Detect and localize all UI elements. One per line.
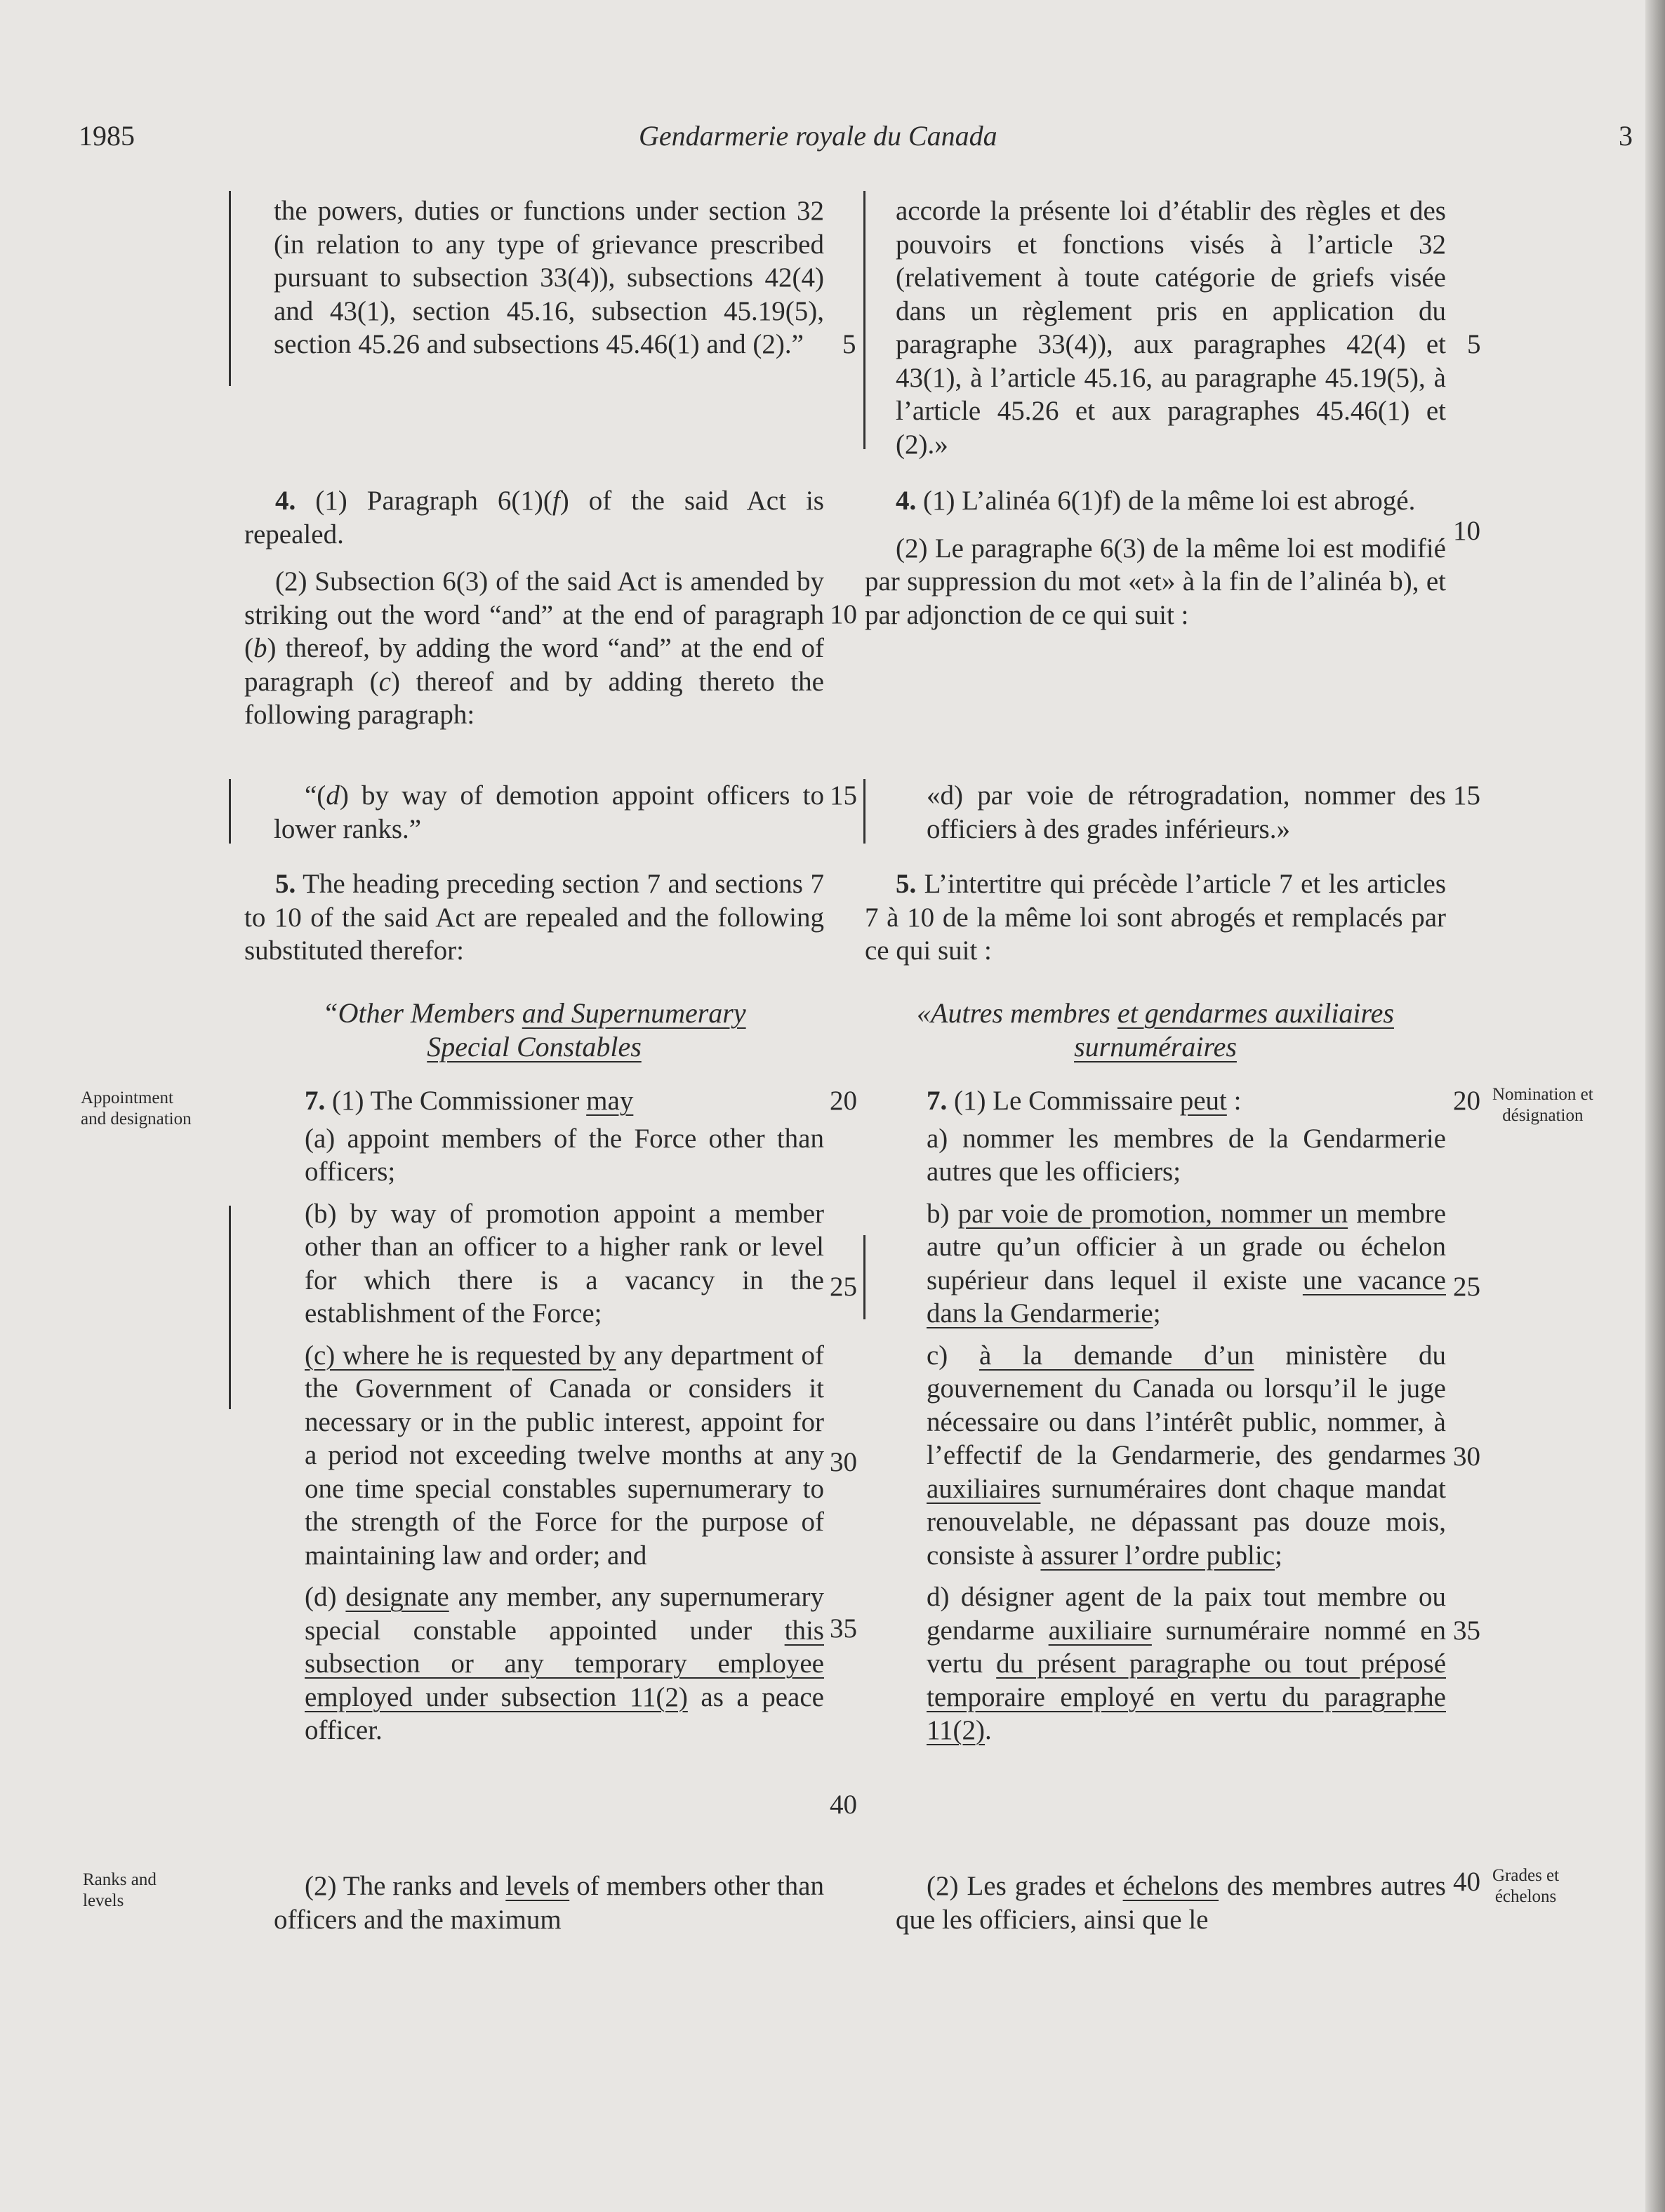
margin-note-line: and designation xyxy=(81,1110,192,1128)
text-run: ; xyxy=(1275,1540,1282,1571)
margin-note-line: Ranks and xyxy=(83,1870,157,1889)
french-closing-quote xyxy=(896,194,1446,461)
french-heading xyxy=(865,997,1446,1064)
french-section-4-2: (2) Le paragraphe 6(3) de la même loi est modifié par suppression du mot «et» à la fin de l’alinéa b), et par adjonction de ce qui suit : xyxy=(865,533,1446,630)
margin-note-line: Appointment xyxy=(81,1088,173,1107)
line-number: 35 xyxy=(1453,1615,1480,1646)
french-section-4 xyxy=(865,484,1446,632)
french-paragraph: accorde la présente loi d’établir des règles et des pouvoirs et fonctions visés à l’article 32 (relativement à toute catégorie de griefs visée dans un règlement pris en application du paragraphe 33(4)), aux paragraphes 42(4) et 43(1), à l’article 45.16, au paragraphe 45.19(5), à l’article 45.26 et aux paragraphes 45.46(1) et (2).» xyxy=(896,196,1446,460)
line-number: 25 xyxy=(1453,1272,1480,1302)
text-run: ministère du gouvernement du Canada ou lorsqu’il le juge nécessaire ou dans l’intérêt public, nommer, à l’effectif de la Gendarmerie, des gendarmes xyxy=(927,1340,1446,1470)
line-number: 35 xyxy=(830,1613,857,1644)
french-paragraph-a: a) nommer les membres de la Gendarmerie autres que les officiers; xyxy=(927,1123,1446,1187)
page-number: 3 xyxy=(1619,120,1633,152)
text-run: (2) The ranks and xyxy=(305,1871,506,1901)
english-section-5 xyxy=(244,867,824,968)
line-number: 30 xyxy=(830,1447,857,1477)
english-heading xyxy=(244,997,824,1064)
text-run: any department of the Government of Canada or considers it necessary or in the public interest, appoint for a period not exceeding twelve months at any one time special constables supernumerary to the strength of the Force for the purpose of maintaining law and order; and xyxy=(305,1340,824,1571)
text-run: membre autre qu’un officier à un grade ou échelon supérieur dans lequel il existe xyxy=(927,1198,1447,1295)
line-number: 25 xyxy=(830,1272,857,1302)
text-run: (1) Paragraph 6(1)( xyxy=(296,486,552,516)
text-run: c xyxy=(378,666,391,697)
text-run: ) of the said Act is repealed. xyxy=(244,486,824,549)
text-run: Special Constables xyxy=(427,1031,642,1062)
change-bar xyxy=(229,191,231,386)
french-section-7-2 xyxy=(896,1870,1446,1936)
text-run: surnuméraire nommé en vertu xyxy=(927,1615,1446,1679)
text-run: ) by way of demotion appoint officers to lower ranks.” xyxy=(274,780,824,844)
change-bar xyxy=(863,1235,865,1319)
section-number: 7. xyxy=(927,1086,948,1116)
text-run: «d) par voie de rétrogradation, nommer des officiers à des grades inférieurs.» xyxy=(927,780,1446,844)
english-paragraph: the powers, duties or functions under section 32 (in relation to any type of grievance prescribed pursuant to subsection 33(4)), subsections 42(4) and 43(1), section 45.16, subsection 45.19(5), section 45.26 and subsections 45.46(1) and (2).” xyxy=(274,196,824,359)
text-run: à la demande d’un xyxy=(979,1340,1254,1371)
english-paragraph-d xyxy=(305,1580,824,1747)
french-paragraph-d xyxy=(927,1580,1446,1747)
french-paragraph-b xyxy=(927,1197,1446,1331)
text-run: (1) L’alinéa 6(1)f) de la même loi est abrogé. xyxy=(916,486,1416,516)
text-run: levels xyxy=(505,1871,570,1901)
text-run: “( xyxy=(305,780,326,811)
text-run: : xyxy=(1226,1086,1242,1116)
french-quoted-paragraph-d xyxy=(927,779,1446,846)
english-section-4 xyxy=(244,484,824,732)
text-run: une vacance dans la Gendarmerie xyxy=(927,1265,1446,1328)
line-number: 30 xyxy=(1453,1441,1480,1472)
text-run: designate xyxy=(345,1582,449,1612)
line-number: 15 xyxy=(830,780,857,811)
english-quoted-paragraph-d xyxy=(274,779,824,846)
header-title: Gendarmerie royale du Canada xyxy=(639,120,997,152)
text-run: (2) Subsection 6(3) of the said Act is amended by striking out the word “and” at the end of paragraph ( xyxy=(244,566,824,663)
section-number: 5. xyxy=(896,869,917,899)
text-run: surnuméraires dont chaque mandat renouvelable, ne dépassant pas douze mois, consiste à xyxy=(927,1473,1446,1571)
line-number: 5 xyxy=(842,329,856,359)
text-run: échelons xyxy=(1122,1871,1219,1901)
text-run: b) xyxy=(927,1198,958,1229)
text-run: b xyxy=(253,633,267,663)
text-run: assurer l’ordre public xyxy=(1040,1540,1275,1571)
margin-note-ranks xyxy=(83,1870,157,1912)
text-run: (2) Les grades et xyxy=(927,1871,1123,1901)
english-section-7-2 xyxy=(274,1870,824,1936)
english-paragraph-b: (b) by way of promotion appoint a member other than an officer to a higher rank or level for which there is a vacancy in the establishment of the Force; xyxy=(305,1198,824,1328)
change-bar xyxy=(863,779,865,844)
header-year: 1985 xyxy=(79,120,135,152)
text-run: L’intertitre qui précède l’article 7 et les articles 7 à 10 de la même loi sont abrogés et remplacés par ce qui suit : xyxy=(865,869,1446,966)
text-run: may xyxy=(586,1086,634,1116)
english-section-7 xyxy=(305,1084,824,1747)
margin-note-appointment xyxy=(81,1088,192,1130)
margin-note-line: levels xyxy=(83,1891,124,1910)
margin-note-line: échelons xyxy=(1494,1887,1557,1906)
change-bar xyxy=(229,1206,231,1409)
text-run: surnuméraires xyxy=(1074,1031,1237,1062)
text-run: ; xyxy=(1153,1298,1161,1328)
text-run: et gendarmes auxiliaires xyxy=(1117,997,1394,1029)
english-section-4-2 xyxy=(244,565,824,732)
text-run: “Other Members xyxy=(322,997,522,1029)
margin-note-line: désignation xyxy=(1502,1106,1584,1125)
text-run: peut xyxy=(1179,1086,1227,1116)
text-run: ) thereof and by adding thereto the following paragraph: xyxy=(244,666,824,730)
text-run: «Autres membres xyxy=(917,997,1117,1029)
text-run: des membres autres que les officiers, ainsi que le xyxy=(896,1871,1446,1935)
text-run: any member, any supernumerary special constable appointed under xyxy=(305,1582,824,1646)
text-run: auxiliaire xyxy=(1048,1615,1152,1646)
text-run: (1) Le Commissaire xyxy=(947,1086,1180,1116)
english-section-4-1 xyxy=(244,484,824,551)
line-number: 40 xyxy=(1453,1867,1480,1897)
change-bar xyxy=(863,191,865,449)
french-section-5 xyxy=(865,867,1446,968)
text-run: and Supernumerary xyxy=(522,997,746,1029)
french-section-7 xyxy=(927,1084,1446,1747)
text-run: . xyxy=(985,1715,992,1745)
section-number: 5. xyxy=(275,869,296,899)
margin-note-line: Grades et xyxy=(1492,1866,1560,1885)
line-number: 20 xyxy=(830,1086,857,1116)
text-run: of members other than officers and the maximum xyxy=(274,1871,824,1935)
change-bar xyxy=(229,779,231,844)
text-run: du présent paragraphe ou tout préposé temporaire employé en vertu du paragraphe 11(2) xyxy=(927,1648,1446,1745)
english-paragraph-c xyxy=(305,1339,824,1573)
text-run: d xyxy=(326,780,340,811)
line-number: 5 xyxy=(1467,329,1481,359)
text-run: this subsection or any temporary employee employed under subsection 11(2) xyxy=(305,1615,824,1712)
text-run: c) xyxy=(927,1340,979,1371)
section-number: 4. xyxy=(275,486,296,516)
french-paragraph-c xyxy=(927,1339,1446,1573)
text-run: par voie de promotion, nommer un xyxy=(957,1198,1348,1229)
line-number: 10 xyxy=(1453,516,1480,546)
text-run: f xyxy=(552,486,560,516)
text-run: The heading preceding section 7 and sections 7 to 10 of the said Act are repealed and the following substituted therefor: xyxy=(244,869,824,966)
margin-note-grades xyxy=(1492,1865,1559,1907)
text-run: d) désigner agent de la paix tout membre ou gendarme xyxy=(927,1582,1446,1646)
margin-note-line: Nomination et xyxy=(1492,1085,1593,1104)
margin-note-nomination xyxy=(1492,1084,1593,1126)
text-run: as a peace officer. xyxy=(305,1681,824,1745)
line-number: 15 xyxy=(1453,780,1480,811)
line-number: 10 xyxy=(830,599,857,629)
page-edge-shadow xyxy=(1645,0,1665,2212)
line-number: 40 xyxy=(830,1790,857,1820)
section-number: 4. xyxy=(896,486,917,516)
text-run: (c) where he is requested by xyxy=(305,1340,616,1371)
line-number: 20 xyxy=(1453,1086,1480,1116)
english-closing-quote xyxy=(274,194,824,361)
text-run: ) thereof, by adding the word “and” at the end of paragraph ( xyxy=(244,633,824,697)
text-run: auxiliaires xyxy=(927,1473,1041,1504)
text-run: (d) xyxy=(305,1582,346,1612)
english-paragraph-a: (a) appoint members of the Force other than officers; xyxy=(305,1123,824,1187)
section-number: 7. xyxy=(305,1086,326,1116)
text-run: (1) The Commissioner xyxy=(325,1086,587,1116)
